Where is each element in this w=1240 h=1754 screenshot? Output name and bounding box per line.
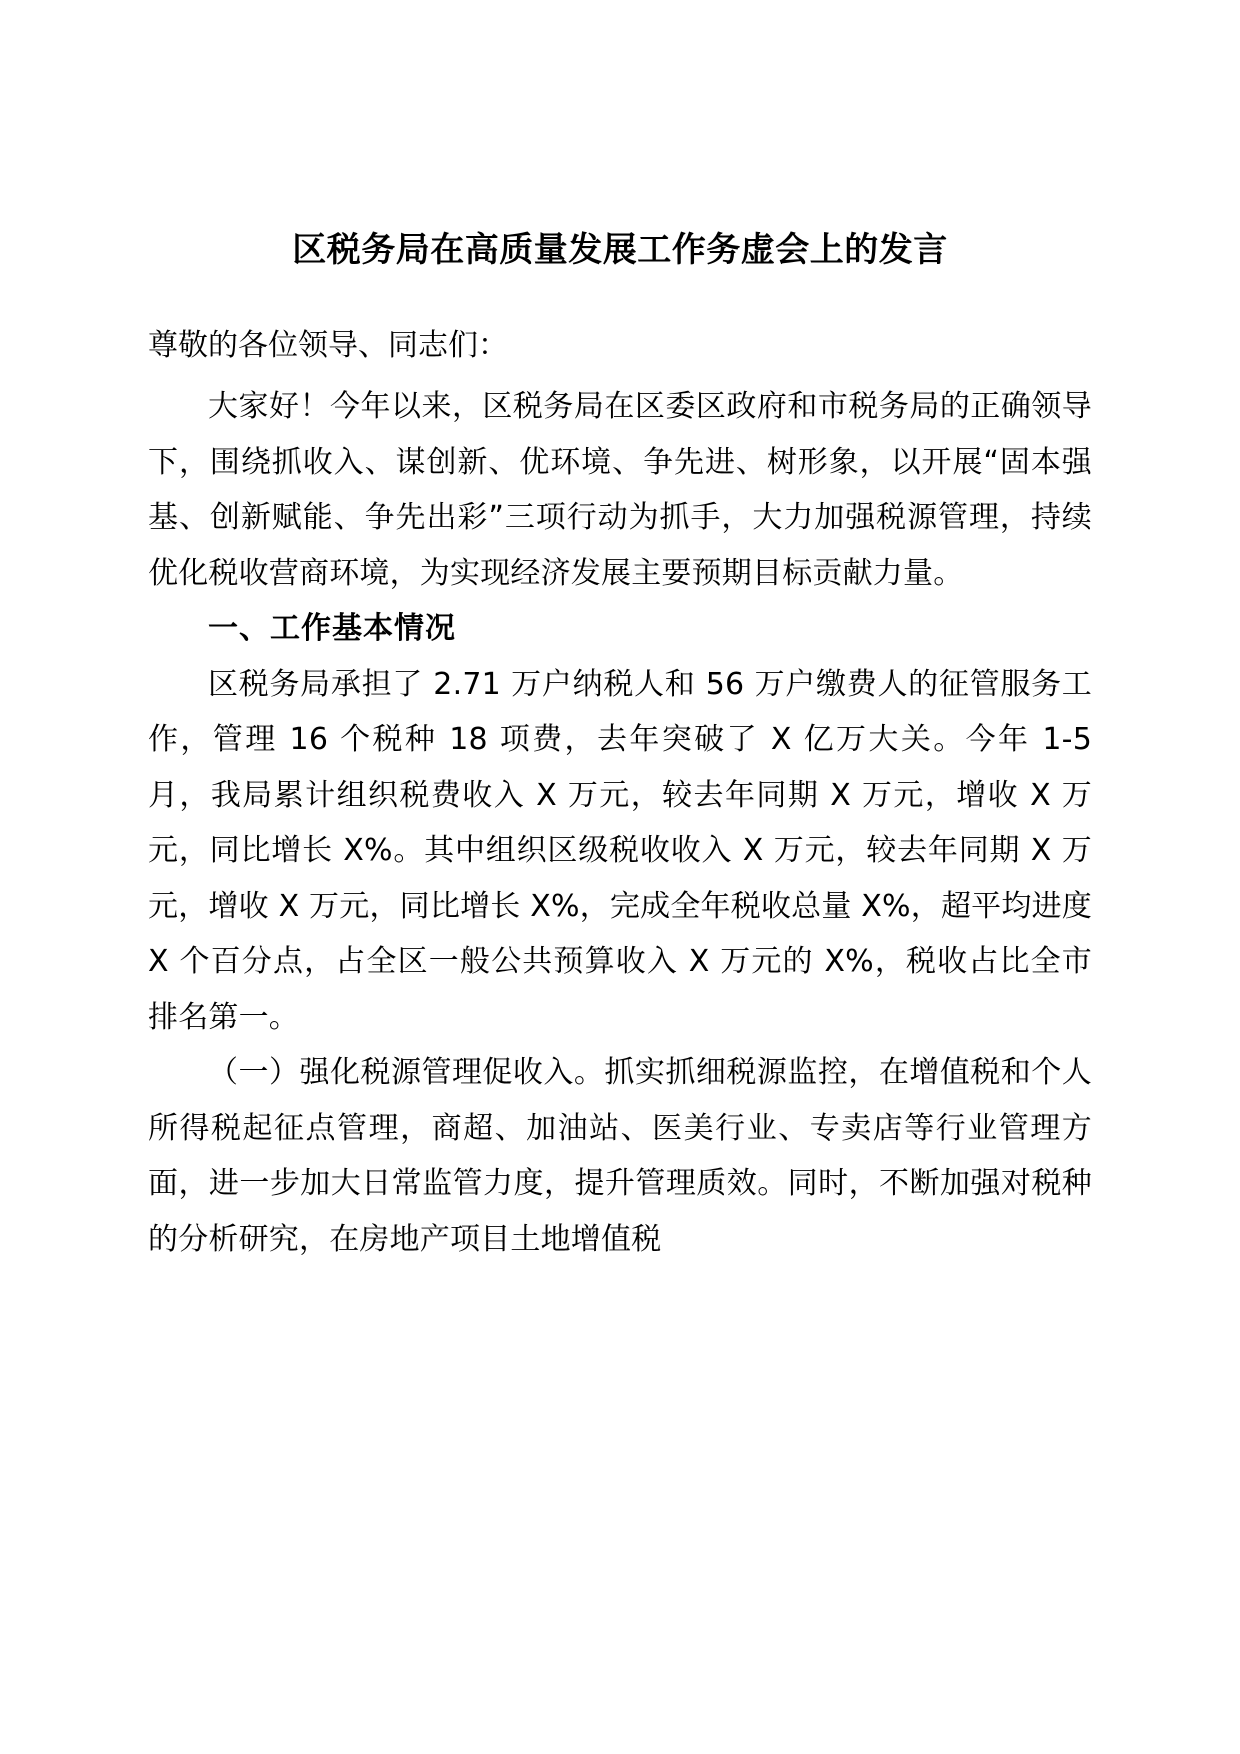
section-heading-1: 一、工作基本情况 [208,611,456,647]
page-title: 区税务局在高质量发展工作务虚会上的发言 [292,230,948,270]
subsection-1-paragraph: （一）强化税源管理促收入。抓实抓细税源监控，在增值税和个人所得税起征点管理，商超、加油站、医美行业、专卖店等行业管理方面，进一步加大日常监管力度，提升管理质效。同时，不断加强对税种的分析研究，在房地产项目土地增值税 [148,1055,1092,1257]
salutation-line: 尊敬的各位领导、同志们： [148,327,508,363]
opening-paragraph: 大家好！今年以来，区税务局在区委区政府和市税务局的正确领导下，围绕抓收入、谋创新、优环境、争先进、树形象，以开展“固本强基、创新赋能、争先出彩”三项行动为抓手，大力加强税源管理，持续优化税收营商环境，为实现经济发展主要预期目标贡献力量。 [148,389,1092,591]
document-content [148,228,1092,1267]
work-overview-paragraph: 区税务局承担了 2.71 万户纳税人和 56 万户缴费人的征管服务工作，管理 16 个税种 18 项费，去年突破了 X 亿万大关。今年 1‑5 月，我局累计组织税费收入 X 万元，较去年同期 X 万元，增收 X 万元，同比增长 X%。其中组织区级税收收入 X 万元，较去年同期 X 万元，增收 X 万元，同比增长 X%，完成全年税收总量 X%，超平均进度 X 个百分点，占全区一般公共预算收入 X 万元的 X%，税收占比全市排名第一。 [148,666,1092,1035]
